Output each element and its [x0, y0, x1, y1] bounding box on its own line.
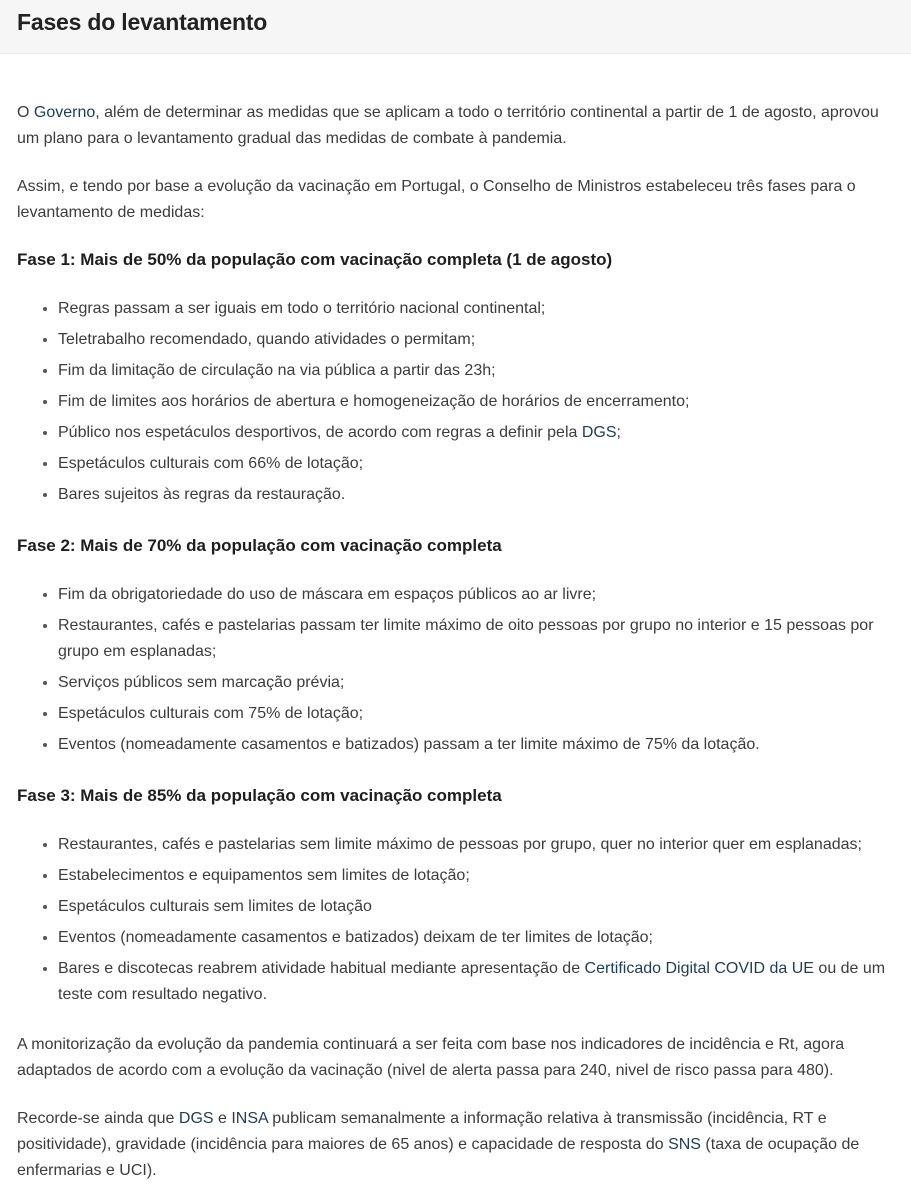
intro-text-rest: , além de determinar as medidas que se aplicam a todo o território continental a partir de 1 de agosto, aprovou um plano para o levantamento gradual das medidas de combate à pandemia. — [17, 104, 879, 147]
phase2-list — [17, 582, 897, 758]
list-item: • Espetáculos culturais sem limites de lotação — [58, 894, 897, 920]
item-text: Público nos espetáculos desportivos, de acordo com regras a definir pela — [58, 424, 582, 441]
article-body — [0, 54, 911, 1184]
list-item: • Teletrabalho recomendado, quando atividades o permitam; — [58, 327, 897, 353]
phase2-heading: Fase 2: Mais de 70% da população com vacinação completa — [17, 536, 502, 555]
intro-paragraph-2: Assim, e tendo por base a evolução da vacinação em Portugal, o Conselho de Ministros estabeleceu três fases para o levantamento de medidas: — [17, 178, 856, 221]
intro-paragraph-1 — [17, 100, 897, 152]
phase1-heading: Fase 1: Mais de 50% da população com vacinação completa (1 de agosto) — [17, 250, 613, 269]
intro-text-start: O — [17, 104, 34, 121]
phase1-list — [17, 296, 897, 508]
list-item — [58, 420, 897, 446]
list-item: • Espetáculos culturais com 75% de lotação; — [58, 701, 897, 727]
dgs-link-2[interactable]: DGS — [178, 1110, 214, 1127]
list-item: • Restaurantes, cafés e pastelarias sem limite máximo de pessoas por grupo, quer no interior quer em esplanadas; — [58, 832, 897, 858]
item-text: ; — [616, 424, 621, 441]
list-item: • Fim da obrigatoriedade do uso de máscara em espaços públicos ao ar livre; — [58, 582, 897, 608]
list-item: • Fim de limites aos horários de abertura e homogeneização de horários de encerramento; — [58, 389, 897, 415]
list-item: • Bares sujeitos às regras da restauração. — [58, 482, 897, 508]
list-item: • Eventos (nomeadamente casamentos e batizados) passam a ter limite máximo de 75% da lotação. — [58, 732, 897, 758]
list-item: • Espetáculos culturais com 66% de lotação; — [58, 451, 897, 477]
outro-text: publicam semanalmente a informação relativa à transmissão (incidência, RT e positividade), gravidade (incidência para maiores de 65 anos) e capacidade de resposta do — [17, 1110, 827, 1153]
list-item: • Eventos (nomeadamente casamentos e batizados) deixam de ter limites de lotação; — [58, 925, 897, 951]
dgs-link[interactable]: DGS — [581, 424, 617, 441]
list-item: • Regras passam a ser iguais em todo o território nacional continental; — [58, 296, 897, 322]
outro-text: (taxa de ocupação de enfermarias e UCI). — [17, 1136, 860, 1179]
outro-text: Recorde-se ainda que — [17, 1110, 179, 1127]
list-item: • Restaurantes, cafés e pastelarias passam ter limite máximo de oito pessoas por grupo no interior e 15 pessoas por grupo em esplanadas; — [58, 613, 897, 665]
page-title: Fases do levantamento — [17, 9, 268, 35]
outro-text: e — [213, 1110, 232, 1127]
sns-link[interactable]: SNS — [668, 1136, 701, 1153]
insa-link[interactable]: INSA — [231, 1110, 268, 1127]
phase3-list — [17, 832, 897, 1008]
outro-paragraph-1: A monitorização da evolução da pandemia continuará a ser feita com base nos indicadores de incidência e Rt, agora adaptados de acordo com a evolução da vacinação (nivel de alerta passa para 240, nivel de risco passa para 480). — [17, 1036, 845, 1079]
list-item — [58, 956, 897, 1008]
phase3-heading: Fase 3: Mais de 85% da população com vacinação completa — [17, 786, 502, 805]
list-item: • Estabelecimentos e equipamentos sem limites de lotação; — [58, 863, 897, 889]
covid-certificate-link[interactable]: Certificado Digital COVID da UE — [584, 960, 814, 977]
list-item: • Fim da limitação de circulação na via pública a partir das 23h; — [58, 358, 897, 384]
governo-link[interactable]: Governo — [33, 104, 96, 121]
item-text: ou de um teste com resultado negativo. — [58, 960, 886, 1003]
list-item: • Serviços públicos sem marcação prévia; — [58, 670, 897, 696]
page-header — [0, 0, 911, 54]
item-text: Bares e discotecas reabrem atividade habitual mediante apresentação de — [58, 960, 585, 977]
outro-paragraph-2 — [17, 1106, 897, 1184]
